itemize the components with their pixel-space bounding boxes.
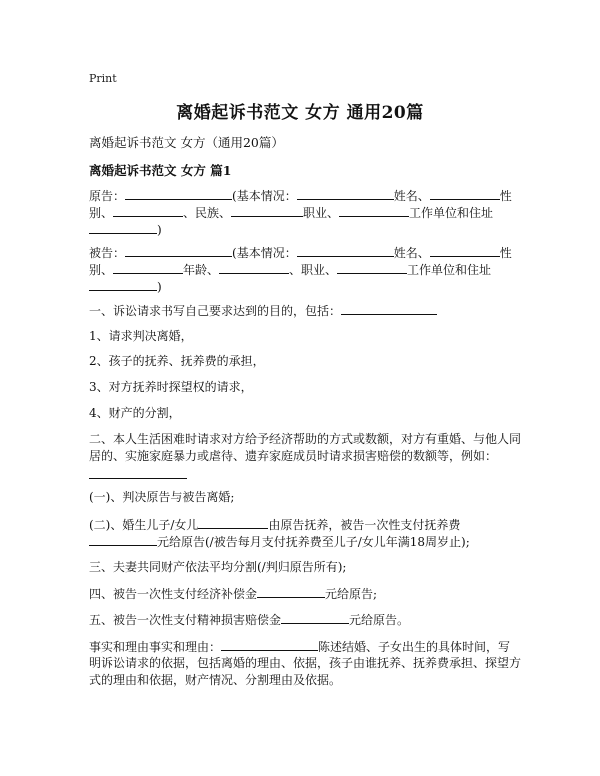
- text: 年龄、: [183, 263, 220, 277]
- item-three: 三、夫妻共同财产依法平均分割(/判归原告所有);: [89, 560, 347, 574]
- claim-item: 4、财产的分割，: [89, 406, 181, 420]
- blank-field: [297, 244, 394, 257]
- text: 元给原告。: [349, 613, 410, 627]
- item-one: (一)、判决原告与被告离婚;: [89, 490, 235, 504]
- blank-field: [125, 244, 232, 257]
- hardship-line-2: 居的、实施家庭暴力或虐待、遗弃家庭成员时请求损害赔偿的数额等，例如：: [89, 449, 498, 463]
- blank-field: [89, 221, 157, 234]
- blank-field: [341, 302, 437, 315]
- item-two-line-1: [89, 516, 460, 533]
- text: 性: [499, 189, 512, 203]
- blank-field: [297, 187, 394, 200]
- text: 性: [499, 246, 512, 260]
- subtitle: 离婚起诉书范文 女方（通用20篇）: [89, 135, 284, 150]
- blank-field: [281, 611, 349, 624]
- text: ): [157, 280, 162, 294]
- blank-field: [113, 204, 183, 217]
- text: 别、: [89, 263, 114, 277]
- blank-field: [125, 187, 232, 200]
- text: 陈述结婚、子女出生的具体时间，写: [318, 640, 511, 654]
- claims-intro: [89, 302, 437, 319]
- hardship-line-3: [89, 466, 187, 483]
- text: 职业、: [303, 206, 340, 220]
- facts-line-2: 明诉讼请求的依据，包括离婚的理由、依据，孩子由谁抚养、抚养费承担、探望方: [89, 656, 522, 670]
- defendant-label: 被告：: [89, 246, 126, 260]
- plaintiff-line-2: [89, 204, 493, 221]
- text: 姓名、: [393, 246, 430, 260]
- blank-field: [113, 261, 183, 274]
- defendant-line-1: [89, 244, 512, 261]
- blank-field: [231, 204, 303, 217]
- plaintiff-label: 原告：: [89, 189, 126, 203]
- claim-item: 2、孩子的抚养、抚养费的承担，: [89, 354, 265, 368]
- text: 一、诉讼请求书写自己要求达到的目的，包括：: [89, 304, 342, 318]
- blank-field: [257, 585, 325, 598]
- text: 元给原告(/被告每月支付抚养费至儿子/女儿年满18周岁止);: [157, 535, 470, 549]
- print-link[interactable]: Print: [89, 72, 117, 85]
- blank-field: [89, 466, 187, 479]
- blank-field: [430, 244, 500, 257]
- item-four: [89, 585, 377, 602]
- hardship-line-1: 二、本人生活困难时请求对方给予经济帮助的方式或数额，对方有重婚、与他人同: [89, 432, 522, 446]
- claim-item: 1、请求判决离婚，: [89, 329, 193, 343]
- text: 、民族、: [183, 206, 232, 220]
- blank-field: [219, 261, 289, 274]
- defendant-line-2: [89, 261, 491, 278]
- text: (二)、婚生儿子/女儿: [89, 518, 199, 532]
- text: 四、被告一次性支付经济补偿金: [89, 587, 258, 601]
- facts-line-1: [89, 638, 510, 655]
- text: 事实和理由事实和理由：: [89, 640, 222, 654]
- blank-field: [337, 261, 407, 274]
- blank-field: [198, 516, 268, 529]
- text: 元给原告;: [325, 587, 378, 601]
- section-title: 离婚起诉书范文 女方 篇1: [89, 163, 232, 178]
- text: ): [157, 223, 162, 237]
- text: 姓名、: [393, 189, 430, 203]
- plaintiff-line-1: [89, 187, 512, 204]
- text: 五、被告一次性支付精神损害赔偿金: [89, 613, 282, 627]
- text: 别、: [89, 206, 114, 220]
- blank-field: [339, 204, 409, 217]
- item-five: [89, 611, 409, 628]
- text: 工作单位和住址: [409, 206, 494, 220]
- blank-field: [430, 187, 500, 200]
- defendant-line-3: [89, 278, 162, 295]
- text: (基本情况：: [232, 189, 297, 203]
- page-title: 离婚起诉书范文 女方 通用20篇: [176, 103, 424, 123]
- text: 由原告抚养，被告一次性支付抚养费: [268, 518, 461, 532]
- blank-field: [89, 533, 157, 546]
- text: (基本情况：: [232, 246, 297, 260]
- facts-line-3: 式的理由和依据，财产情况、分割理由及依据。: [89, 673, 342, 687]
- text: 工作单位和住址: [407, 263, 492, 277]
- blank-field: [221, 638, 318, 651]
- blank-field: [89, 278, 157, 291]
- plaintiff-line-3: [89, 221, 162, 238]
- item-two-line-2: [89, 533, 470, 550]
- claim-item: 3、对方抚养时探望权的请求，: [89, 380, 253, 394]
- text: 、职业、: [289, 263, 338, 277]
